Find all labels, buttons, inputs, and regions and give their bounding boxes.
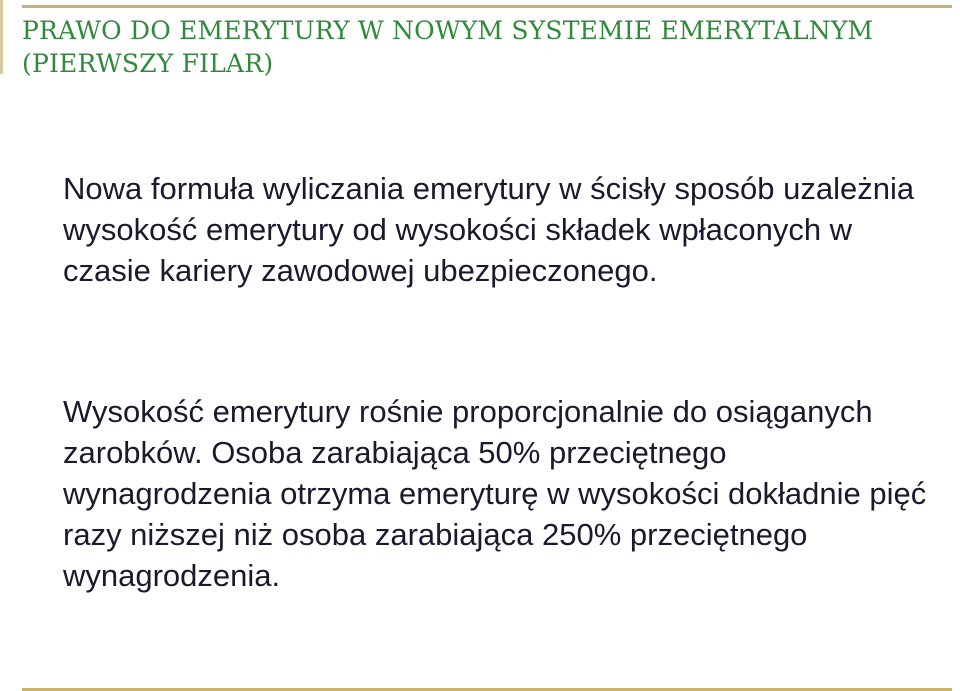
top-rule [22, 5, 952, 8]
left-accent-bar [0, 0, 3, 74]
slide-title: PRAWO DO EMERYTURY W NOWYM SYSTEMIE EMERYTALNYM (PIERWSZY FILAR) [22, 16, 874, 78]
paragraph-formula: Nowa formuła wyliczania emerytury w ścisły sposób uzależnia wysokość emerytury od wysokości składek wpłaconych w czasie kariery zawodowej ubezpieczonego. [63, 171, 915, 288]
paragraph-proportional: Wysokość emerytury rośnie proporcjonalnie do osiąganych zarobków. Osoba zarabiająca 50% przeciętnego wynagrodzenia otrzyma emeryturę w wysokości dokładnie pięć razy niższej niż osoba zarabiająca 250% przeciętnego wynagrodzenia. [63, 394, 927, 593]
